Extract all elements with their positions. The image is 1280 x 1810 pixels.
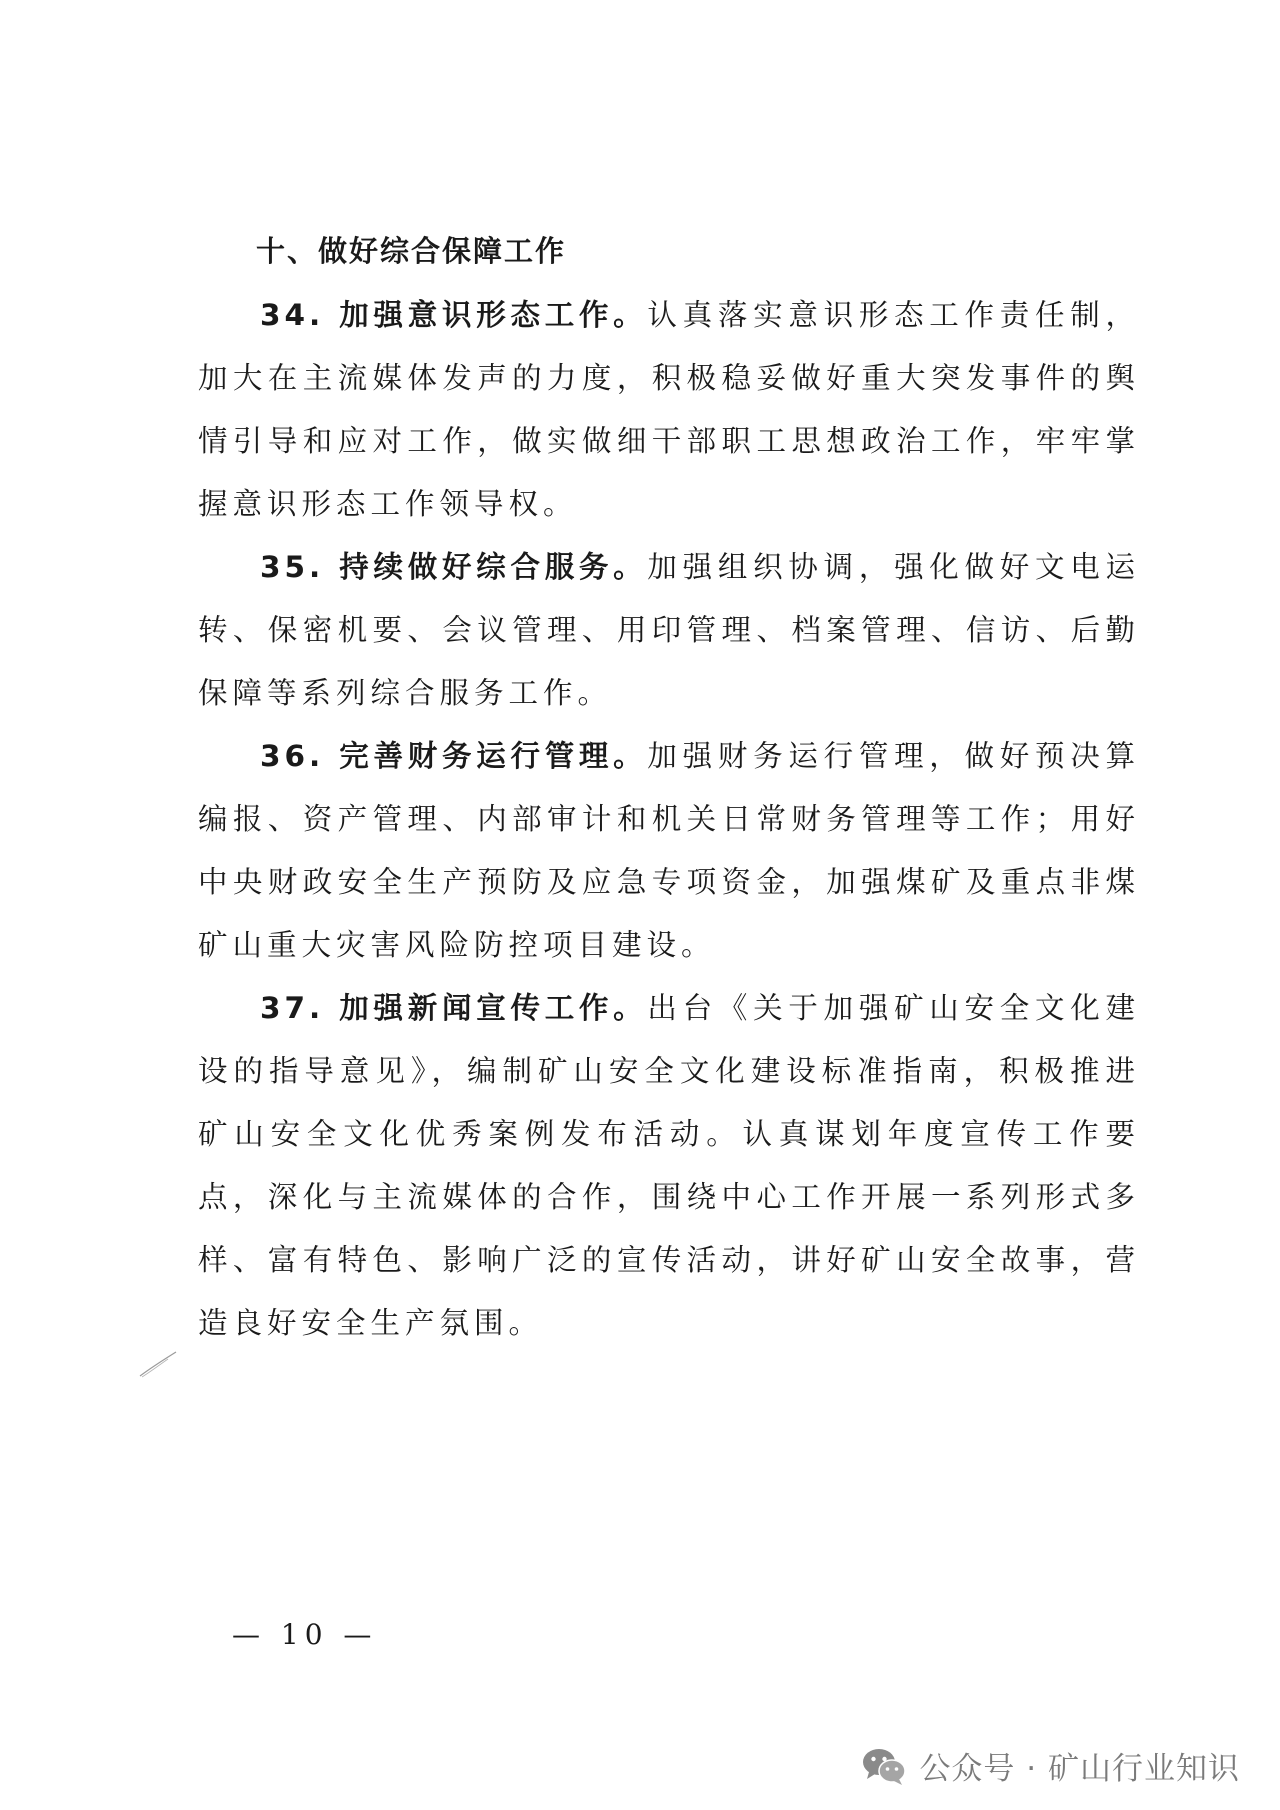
item-title: 37. 加强新闻宣传工作。 (260, 991, 648, 1025)
paragraph-item-35 (198, 536, 1140, 725)
wechat-icon (861, 1746, 907, 1786)
watermark (861, 1743, 1240, 1788)
paragraph-item-36 (198, 725, 1140, 977)
page-content (198, 218, 1140, 1355)
paragraph-item-37 (198, 977, 1140, 1355)
item-title: 34. 加强意识形态工作。 (260, 298, 648, 332)
item-body: 出台《关于加强矿山安全文化建设的指导意见》，编制矿山安全文化建设标准指南，积极推进矿山安全文化优秀案例发布活动。认真谋划年度宣传工作要点，深化与主流媒体的合作，围绕中心工作开展一系列形式多样、富有特色、影响广泛的宣传活动，讲好矿山安全故事，营造良好安全生产氛围。 (198, 991, 1140, 1340)
watermark-text: 公众号 · 矿山行业知识 (919, 1751, 1240, 1787)
paragraph-item-34 (198, 284, 1140, 536)
item-body: 加强财务运行管理，做好预决算编报、资产管理、内部审计和机关日常财务管理等工作；用好中央财政安全生产预防及应急专项资金，加强煤矿及重点非煤矿山重大灾害风险防控项目建设。 (198, 739, 1140, 962)
item-body: 认真落实意识形态工作责任制，加大在主流媒体发声的力度，积极稳妥做好重大突发事件的舆情引导和应对工作，做实做细干部职工思想政治工作，牢牢掌握意识形态工作领导权。 (198, 298, 1140, 521)
item-body: 加强组织协调，强化做好文电运转、保密机要、会议管理、用印管理、档案管理、信访、后勤保障等系列综合服务工作。 (198, 550, 1140, 710)
item-title: 35. 持续做好综合服务。 (260, 550, 648, 584)
item-title: 36. 完善财务运行管理。 (260, 739, 648, 773)
page-number: — 10 — (232, 1618, 378, 1651)
scan-pen-mark (138, 1350, 178, 1380)
section-heading: 十、做好综合保障工作 (256, 234, 567, 268)
